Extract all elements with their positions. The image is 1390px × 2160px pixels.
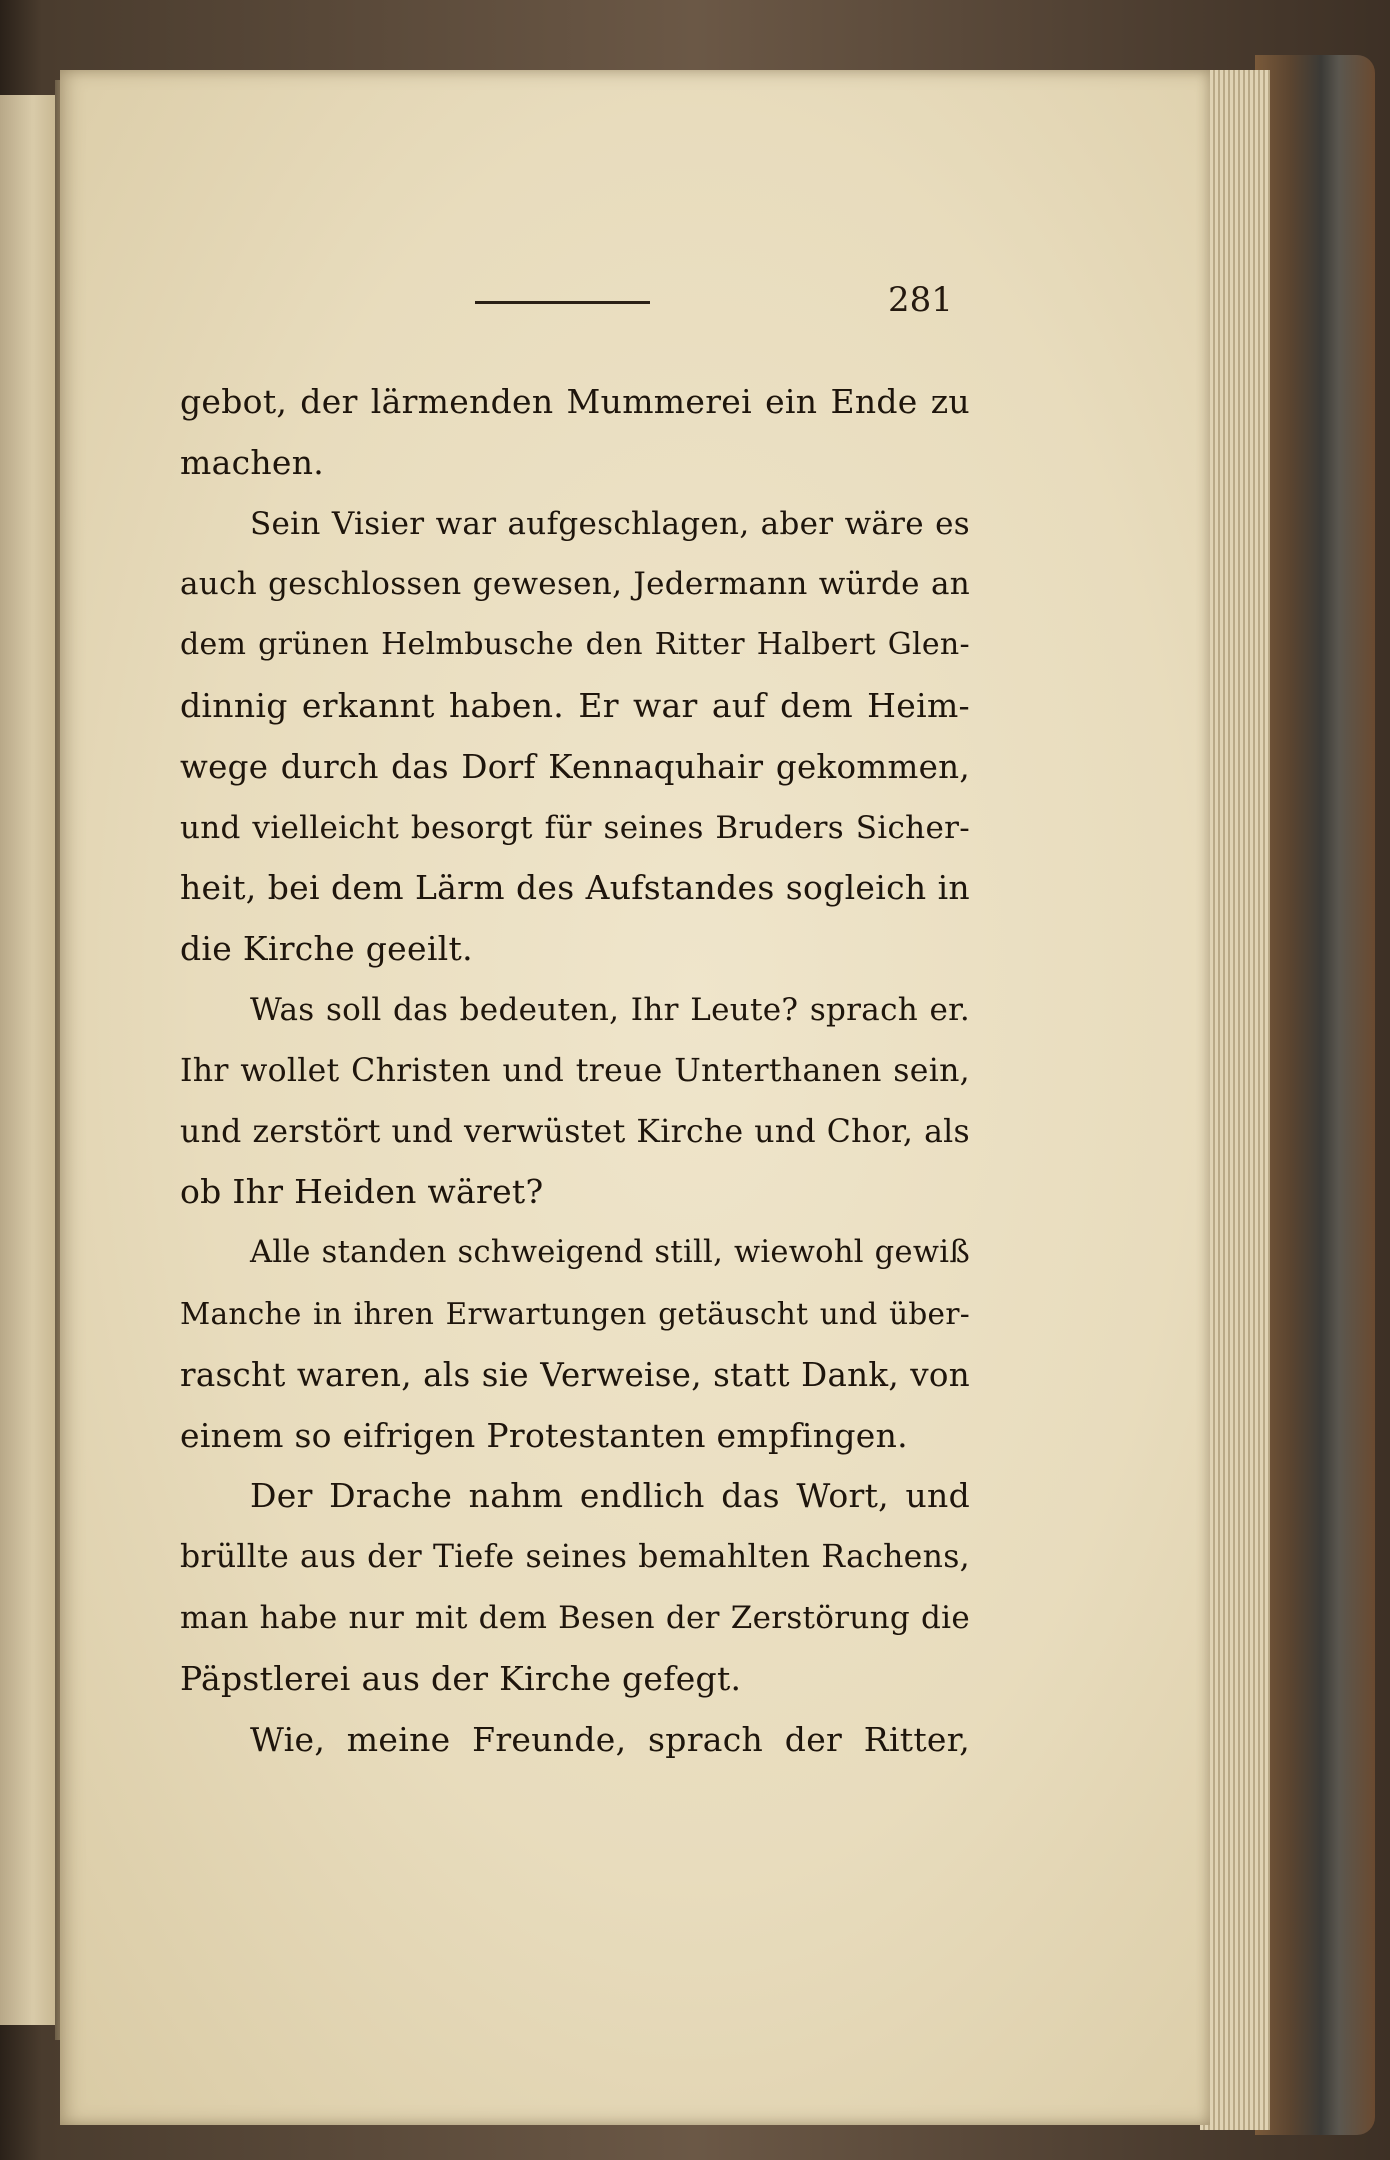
text-line: und zerstört und verwüstet Kirche und Chor, als [180, 1113, 970, 1150]
header-rule [475, 301, 650, 304]
text-line: dinnig erkannt haben. Er war auf dem Heim- [180, 685, 970, 725]
text-line: dem grünen Helmbusche den Ritter Halbert Glen- [180, 627, 970, 663]
text-line: Alle standen schweigend still, wiewohl gewiß [250, 1235, 970, 1271]
body-text [180, 372, 970, 1770]
text-line: man habe nur mit dem Besen der Zerstörung die [180, 1599, 970, 1636]
text-line: die Kirche geeilt. [180, 929, 473, 969]
text-line: auch geschlossen gewesen, Jedermann würde an [180, 566, 970, 603]
text-line: Ihr wollet Christen und treue Unterthanen sein, [180, 1052, 970, 1089]
text-line: Sein Visier war aufgeschlagen, aber wäre es [250, 505, 970, 542]
text-line: machen. [180, 442, 325, 482]
book-cover-edge [1255, 55, 1375, 2135]
text-line: wege durch das Dorf Kennaquhair gekommen, [180, 747, 970, 786]
page-header [470, 280, 970, 340]
text-line: Wie, meine Freunde, sprach der Ritter, [250, 1719, 970, 1759]
text-line: rascht waren, als sie Verweise, statt Dank, von [180, 1355, 970, 1394]
text-line: Manche in ihren Erwartungen getäuscht und über- [180, 1296, 970, 1331]
text-line: gebot, der lärmenden Mummerei ein Ende zu [180, 382, 970, 421]
page-stack-edges [1200, 70, 1270, 2130]
text-line: Päpstlerei aus der Kirche gefegt. [180, 1658, 742, 1698]
text-line: heit, bei dem Lärm des Aufstandes sogleich in [180, 868, 970, 908]
page-number: 281 [888, 280, 953, 320]
text-line: und vielleicht besorgt für seines Bruders Sicher- [180, 809, 970, 846]
text-line: einem so eifrigen Protestanten empfingen. [180, 1415, 908, 1455]
facing-page-edge [0, 95, 57, 2025]
text-line: ob Ihr Heiden wäret? [180, 1172, 544, 1212]
text-line: Was soll das bedeuten, Ihr Leute? sprach er. [250, 991, 970, 1028]
text-line: Der Drache nahm endlich das Wort, und [250, 1476, 970, 1516]
text-line: brüllte aus der Tiefe seines bemahlten Rachens, [180, 1539, 970, 1576]
